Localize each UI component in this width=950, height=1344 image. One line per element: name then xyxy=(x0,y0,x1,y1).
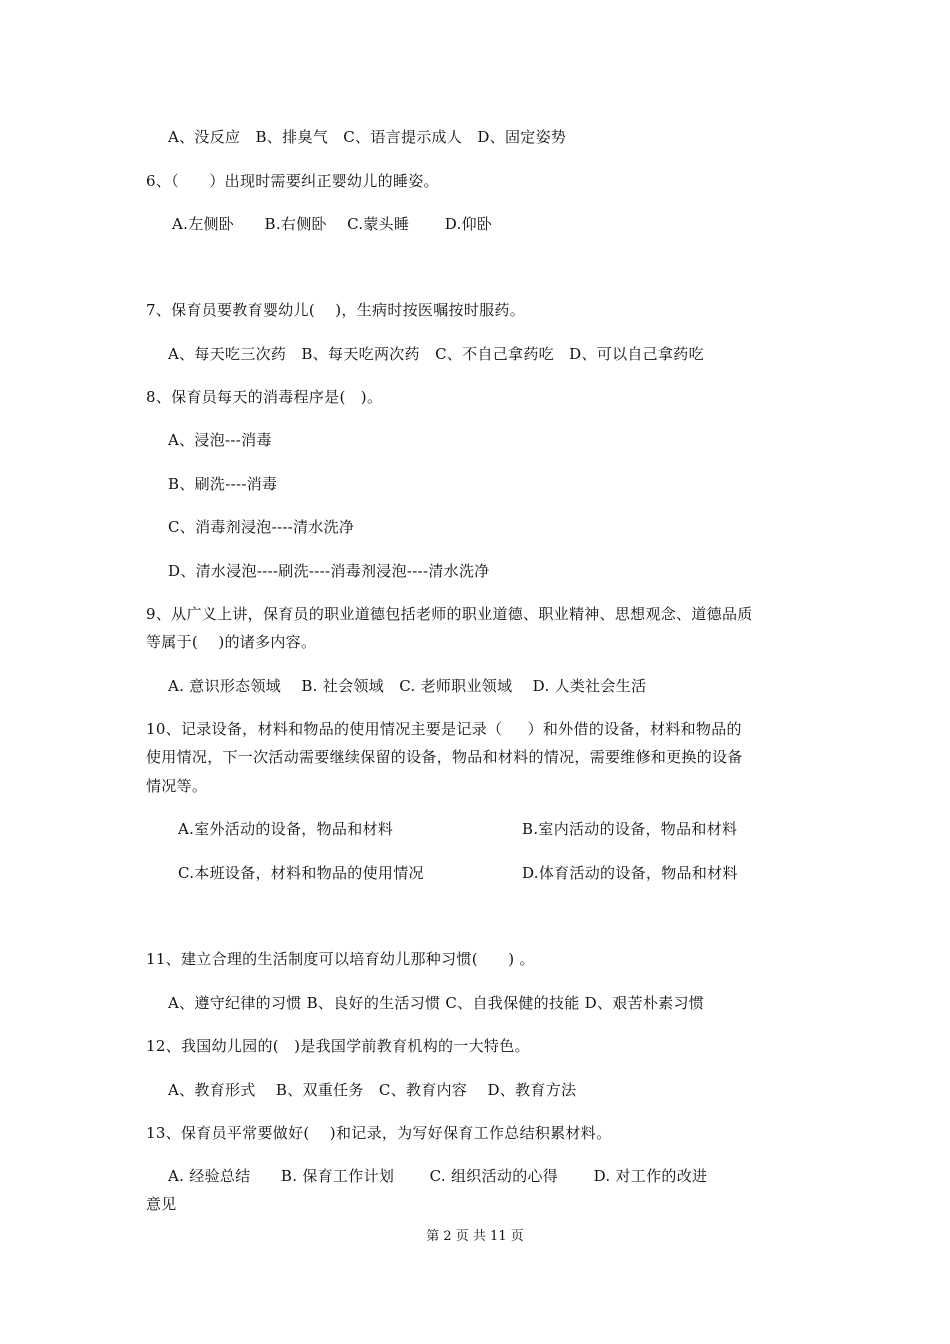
q11-options: A、遵守纪律的习惯 B、良好的生活习惯 C、自我保健的技能 D、艰苦朴素习惯 xyxy=(168,994,705,1012)
q8-stem: 8、保育员每天的消毒程序是( )。 xyxy=(146,388,383,406)
q13-options-line1: A. 经验总结 B. 保育工作计划 C. 组织活动的心得 D. 对工作的改进 xyxy=(168,1167,708,1185)
q9-stem-line1: 9、从广义上讲，保育员的职业道德包括老师的职业道德、职业精神、思想观念、道德品质 xyxy=(146,605,753,623)
q10-option-a: A.室外活动的设备，物品和材料 xyxy=(178,820,394,838)
q9-options: A. 意识形态领域 B. 社会领域 C. 老师职业领域 D. 人类社会生活 xyxy=(168,677,647,695)
q13-stem: 13、保育员平常要做好( )和记录，为写好保育工作总结积累材料。 xyxy=(146,1124,612,1142)
q5-options: A、没反应 B、排臭气 C、语言提示成人 D、固定姿势 xyxy=(168,128,567,146)
q13-options-line2: 意见 xyxy=(146,1195,177,1213)
q7-stem: 7、保育员要教育婴幼儿( )，生病时按医嘱按时服药。 xyxy=(146,301,526,319)
q11-stem: 11、建立合理的生活制度可以培育幼儿那种习惯( ) 。 xyxy=(146,950,535,968)
q7-options: A、每天吃三次药 B、每天吃两次药 C、不自己拿药吃 D、可以自己拿药吃 xyxy=(168,345,704,363)
q12-options: A、教育形式 B、双重任务 C、教育内容 D、教育方法 xyxy=(168,1081,577,1099)
q10-option-d: D.体育活动的设备，物品和材料 xyxy=(522,864,738,882)
q6-options: A.左侧卧 B.右侧卧 C.蒙头睡 D.仰卧 xyxy=(172,215,493,233)
q8-option-c: C、消毒剂浸泡----清水洗净 xyxy=(168,518,355,536)
q8-option-a: A、浸泡---消毒 xyxy=(168,431,272,449)
q10-stem-line3: 情况等。 xyxy=(146,777,208,795)
q10-option-b: B.室内活动的设备，物品和材料 xyxy=(522,820,738,838)
q9-stem-line2: 等属于( )的诸多内容。 xyxy=(146,633,317,651)
q10-stem-line2: 使用情况，下一次活动需要继续保留的设备，物品和材料的情况，需要维修和更换的设备 xyxy=(146,748,743,766)
q10-option-c: C.本班设备，材料和物品的使用情况 xyxy=(178,864,424,882)
q8-option-d: D、清水浸泡----刷洗----消毒剂浸泡----清水洗净 xyxy=(168,562,490,580)
q10-stem-line1: 10、记录设备，材料和物品的使用情况主要是记录（ ）和外借的设备，材料和物品的 xyxy=(146,720,742,738)
q12-stem: 12、我国幼儿园的( )是我国学前教育机构的一大特色。 xyxy=(146,1037,530,1055)
page-footer: 第 2 页 共 11 页 xyxy=(426,1229,524,1244)
q6-stem: 6、（ ）出现时需要纠正婴幼儿的睡姿。 xyxy=(146,172,439,190)
q8-option-b: B、刷洗----消毒 xyxy=(168,475,278,493)
